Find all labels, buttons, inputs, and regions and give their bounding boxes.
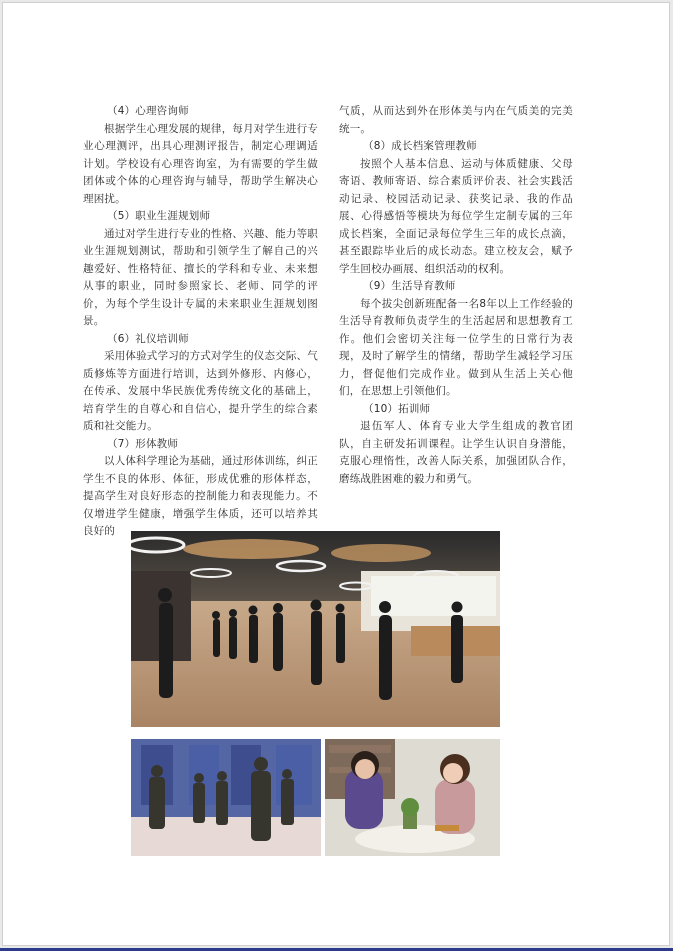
section-4-body: 根据学生心理发展的规律，每月对学生进行专业心理测评，出具心理测评报告，制定心理调适计划。学校设有心理咨询室，为有需要的学生做团体或个体的心理咨询与辅导，帮助学生解决心理困扰。 [83, 122, 318, 205]
left-text-column [83, 103, 318, 541]
section-5-body: 通过对学生进行专业的性格、兴趣、能力等职业生涯规划测试，帮助和引领学生了解自己的兴趣爱好、性格特征、擅长的学科和专业、未来想从事的职业，同时参照家长、老师、同学的评价，为每个学生设计专属的未来职业生涯规划图景。 [83, 227, 318, 327]
section-9-body: 每个拔尖创新班配备一名8年以上工作经验的生活导育教师负责学生的生活起居和思想教育工作。他们会密切关注每一位学生的日常行为表现，及时了解学生的情绪，帮助学生减轻学习压力，督促他们完成作业。做到从生活上关心他们，在思想上引领他们。 [339, 297, 573, 397]
military-training-photo [131, 739, 321, 856]
document-page [2, 2, 670, 946]
section-5-title: （5）职业生涯规划师 [107, 210, 211, 222]
section-7-continuation: 气质，从而达到外在形体美与内在气质美的完美统一。 [339, 105, 573, 135]
section-10-body: 退伍军人、体育专业大学生组成的教官团队，自主研发拓训课程。让学生认识自身潜能，克服心理惰性，改善人际关系，加强团队合作，磨练战胜困难的毅力和勇气。 [339, 420, 573, 485]
section-7-body: 以人体科学理论为基础，通过形体训练，纠正学生不良的体形、体征，形成优雅的形体样态，提高学生对良好形态的控制能力和表现能力。不仅增进学生健康，增强学生体质，还可以培养其良好的 [83, 455, 318, 537]
section-7-title: （7）形体教师 [107, 437, 179, 450]
counseling-photo [325, 739, 500, 856]
section-6-title: （6）礼仪培训师 [107, 332, 189, 345]
section-9-title: （9）生活导育教师 [363, 280, 456, 292]
section-4-title: （4）心理咨询师 [107, 105, 189, 117]
section-10-title: （10）拓训师 [363, 402, 431, 415]
right-text-column [339, 103, 573, 488]
posture-training-photo [131, 531, 500, 727]
section-8-body: 按照个人基本信息、运动与体质健康、父母寄语、教师寄语、综合素质评价表、社会实践活动记录、校园活动记录、获奖记录、我的作品展、心得感悟等模块为每位学生定制专属的三年成长档案，全面记录每位学生三年的成长点滴，甚至跟踪毕业后的成长动态。建立校友会，赋予学生回校办画展、组织活动的权利。 [339, 157, 573, 275]
section-6-body: 采用体验式学习的方式对学生的仪态交际、气质修炼等方面进行培训，达到外修形、内修心，在传承、发展中华民族优秀传统文化的基础上，培育学生的自尊心和自信心，提升学生的综合素质和社交能力。 [83, 350, 318, 432]
section-8-title: （8）成长档案管理教师 [363, 140, 477, 152]
